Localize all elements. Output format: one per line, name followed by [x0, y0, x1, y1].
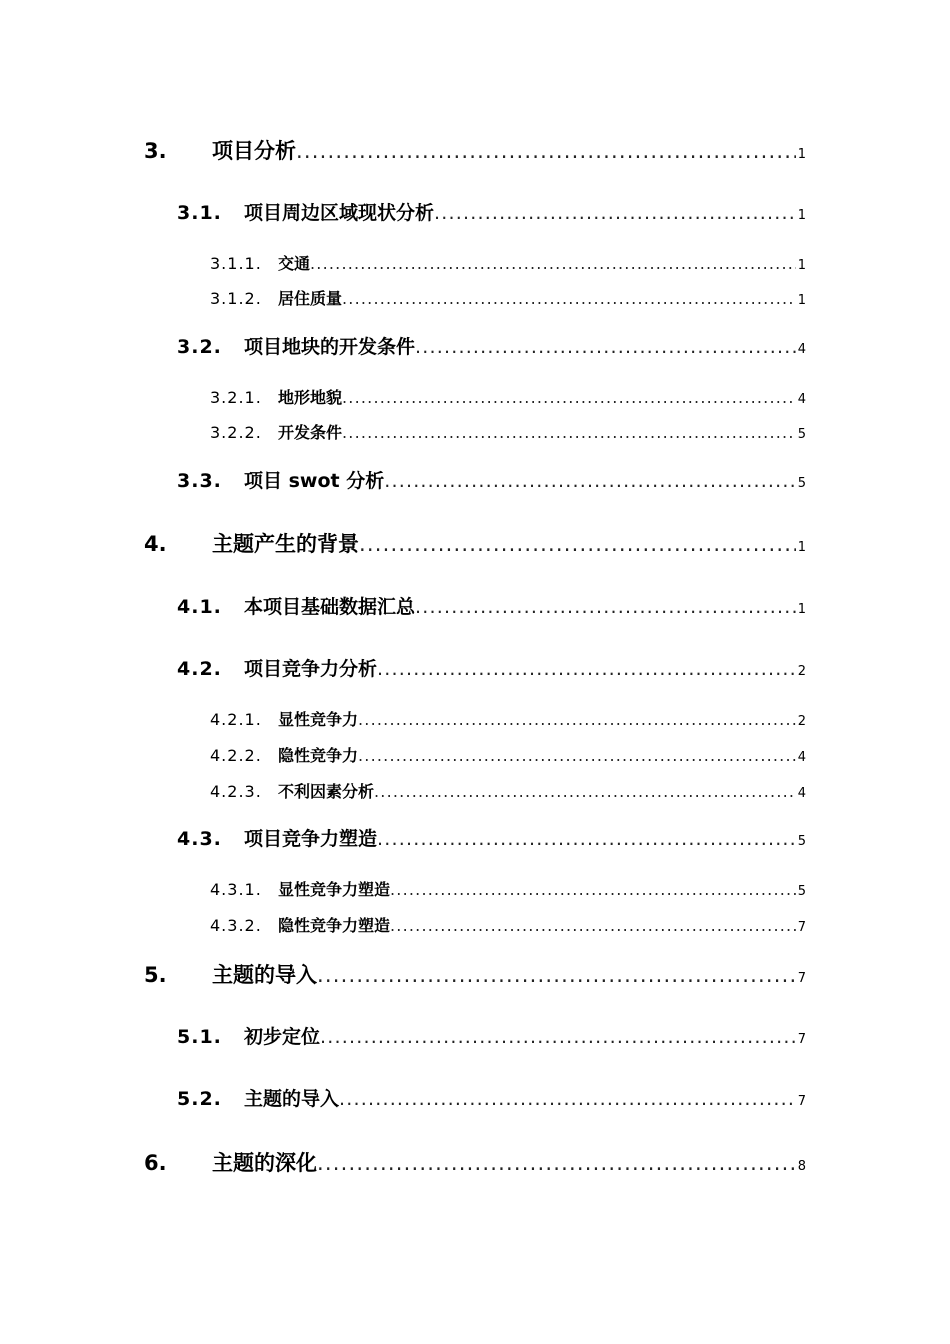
toc-leader — [384, 472, 795, 491]
toc-leader — [342, 425, 796, 441]
toc-leader — [390, 918, 796, 934]
toc-leader — [415, 338, 796, 357]
toc-title: 本项目基础数据汇总 — [244, 596, 416, 618]
toc-number: 3.2. — [177, 336, 222, 358]
toc-entry-3-1[interactable] — [177, 204, 806, 223]
toc-number: 4.3.2. — [210, 916, 262, 935]
toc-title: 隐性竞争力 — [278, 746, 359, 765]
toc-title: 项目周边区域现状分析 — [244, 202, 435, 224]
toc-entry-4-1[interactable] — [177, 598, 806, 617]
toc-title: 交通 — [278, 254, 311, 273]
toc-leader — [339, 1090, 796, 1109]
toc-number: 4. — [144, 532, 167, 556]
toc-title: 主题产生的背景 — [212, 532, 359, 556]
toc-entry-4-2-1[interactable] — [210, 712, 806, 728]
toc-entry-3-1-1[interactable] — [210, 256, 806, 272]
toc-entry-3-2[interactable] — [177, 338, 806, 357]
toc-entry-4-3-1[interactable] — [210, 882, 806, 898]
toc-number: 3.1. — [177, 202, 222, 224]
toc-leader — [342, 390, 796, 406]
toc-title: 主题的导入 — [244, 1088, 340, 1110]
toc-page-number: 5 — [797, 476, 806, 491]
toc-entry-5-2[interactable] — [177, 1090, 806, 1109]
toc-number: 3.2.1. — [210, 388, 262, 407]
toc-title: 居住质量 — [278, 289, 343, 308]
toc-title: 主题的导入 — [212, 963, 317, 987]
toc-page-number: 5 — [797, 884, 806, 899]
toc-title: 地形地貌 — [278, 388, 343, 407]
toc-leader — [358, 748, 796, 764]
toc-entry-4-2-3[interactable] — [210, 784, 806, 800]
toc-page-number: 4 — [797, 342, 806, 357]
toc-title: 开发条件 — [278, 423, 343, 442]
toc-number: 5.2. — [177, 1088, 222, 1110]
toc-title: 项目地块的开发条件 — [244, 336, 416, 358]
toc-page-number: 8 — [797, 1159, 806, 1174]
toc-leader — [434, 204, 796, 223]
toc-entry-4-2-2[interactable] — [210, 748, 806, 764]
toc-page-number: 1 — [797, 293, 806, 308]
toc-entry-3-3[interactable] — [177, 472, 806, 491]
toc-leader — [320, 1028, 796, 1047]
toc-title: 隐性竞争力塑造 — [278, 916, 391, 935]
toc-title: 不利因素分析 — [278, 782, 375, 801]
toc-page-number: 7 — [797, 1094, 806, 1109]
toc-page-number: 5 — [797, 427, 806, 442]
toc-number: 4.2.3. — [210, 782, 262, 801]
toc-title: 项目竞争力分析 — [244, 658, 378, 680]
toc-page-number: 4 — [797, 786, 806, 801]
toc-leader — [342, 291, 796, 307]
toc-number: 4.2. — [177, 658, 222, 680]
toc-leader — [390, 882, 796, 898]
toc-entry-3[interactable] — [144, 141, 806, 162]
toc-entry-5[interactable] — [144, 965, 806, 986]
toc-entry-4-2[interactable] — [177, 660, 806, 679]
toc-entry-3-2-2[interactable] — [210, 425, 806, 441]
toc-title: 显性竞争力 — [278, 710, 359, 729]
toc-page-number: 4 — [797, 392, 806, 407]
toc-entry-3-1-2[interactable] — [210, 291, 806, 307]
toc-number: 5.1. — [177, 1026, 222, 1048]
toc-page-number: 7 — [797, 920, 806, 935]
toc-page-number: 4 — [797, 750, 806, 765]
toc-number: 5. — [144, 963, 167, 987]
toc-entry-4-3[interactable] — [177, 830, 806, 849]
toc-number: 3.2.2. — [210, 423, 262, 442]
toc-title: 项目分析 — [212, 139, 296, 163]
toc-number: 3.1.2. — [210, 289, 262, 308]
toc-number: 4.3.1. — [210, 880, 262, 899]
toc-leader — [358, 712, 796, 728]
toc-title: 显性竞争力塑造 — [278, 880, 391, 899]
toc-page-number: 1 — [797, 602, 806, 617]
toc-number: 4.2.2. — [210, 746, 262, 765]
toc-number: 6. — [144, 1151, 167, 1175]
toc-page-number: 2 — [797, 664, 806, 679]
toc-leader — [310, 256, 796, 272]
toc-title: 项目 swot 分析 — [244, 470, 385, 492]
toc-number: 3.3. — [177, 470, 222, 492]
toc-leader — [377, 830, 796, 849]
toc-title: 项目竞争力塑造 — [244, 828, 378, 850]
toc-number: 3. — [144, 139, 167, 163]
toc-entry-4[interactable] — [144, 534, 806, 555]
toc-leader — [359, 534, 796, 555]
toc-entry-6[interactable] — [144, 1153, 806, 1174]
toc-leader — [317, 1153, 796, 1174]
toc-number: 4.1. — [177, 596, 222, 618]
toc-leader — [374, 784, 796, 800]
toc-leader — [317, 965, 796, 986]
toc-leader — [415, 598, 796, 617]
toc-page-number: 7 — [797, 971, 806, 986]
toc-page-number: 1 — [797, 258, 806, 273]
toc-entry-5-1[interactable] — [177, 1028, 806, 1047]
toc-page-number: 1 — [797, 147, 806, 162]
toc-leader — [296, 141, 796, 162]
toc-page-number: 7 — [797, 1032, 806, 1047]
toc-leader — [377, 660, 796, 679]
toc-number: 4.3. — [177, 828, 222, 850]
toc-title: 主题的深化 — [212, 1151, 317, 1175]
toc-page-number: 2 — [797, 714, 806, 729]
toc-page-number: 5 — [797, 834, 806, 849]
toc-entry-3-2-1[interactable] — [210, 390, 806, 406]
toc-entry-4-3-2[interactable] — [210, 918, 806, 934]
toc-page-number: 1 — [797, 208, 806, 223]
toc-page-number: 1 — [797, 540, 806, 555]
toc-number: 4.2.1. — [210, 710, 262, 729]
toc-title: 初步定位 — [244, 1026, 321, 1048]
toc-number: 3.1.1. — [210, 254, 262, 273]
